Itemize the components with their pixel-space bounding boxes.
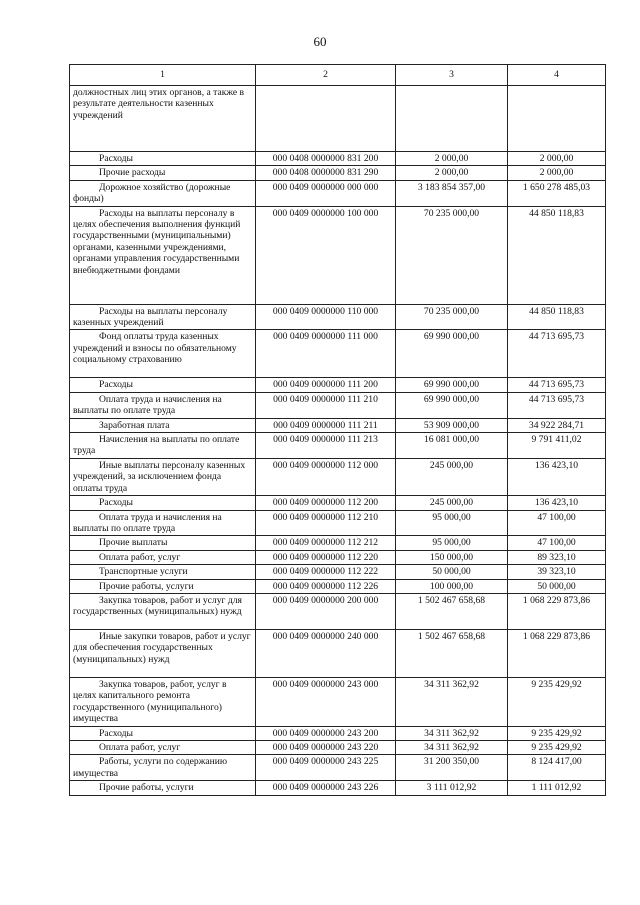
row-executed-value-cell: 136 423,10 — [508, 496, 606, 510]
table-row — [70, 726, 606, 740]
row-planned-value-cell: 2 000,00 — [396, 152, 508, 166]
table-row — [70, 740, 606, 754]
table-row — [70, 755, 606, 781]
row-code-cell: 000 0409 0000000 112 200 — [256, 496, 396, 510]
row-planned-value-cell: 70 235 000,00 — [396, 304, 508, 330]
table-row — [70, 677, 606, 726]
row-code-cell: 000 0409 0000000 000 000 — [256, 180, 396, 206]
row-name-cell: Оплата работ, услуг — [70, 740, 256, 754]
row-planned-value-cell: 34 311 362,92 — [396, 740, 508, 754]
row-name-cell: Фонд оплаты труда казенных учреждений и взносы по обязательному социальному страхованию — [70, 330, 256, 378]
row-executed-value-cell: 44 850 118,83 — [508, 304, 606, 330]
row-planned-value-cell: 69 990 000,00 — [396, 392, 508, 418]
row-executed-value-cell: 1 111 012,92 — [508, 781, 606, 795]
row-executed-value-cell: 44 713 695,73 — [508, 378, 606, 392]
row-planned-value-cell: 95 000,00 — [396, 536, 508, 550]
row-name-cell: Закупка товаров, работ, услуг в целях капитального ремонта государственного (муниципального) имущества — [70, 677, 256, 726]
row-executed-value-cell: 9 791 411,02 — [508, 433, 606, 459]
row-executed-value-cell: 9 235 429,92 — [508, 677, 606, 726]
row-code-cell: 000 0409 0000000 111 210 — [256, 392, 396, 418]
row-executed-value-cell: 9 235 429,92 — [508, 740, 606, 754]
row-code-cell: 000 0409 0000000 100 000 — [256, 206, 396, 304]
row-planned-value-cell: 95 000,00 — [396, 510, 508, 536]
row-code-cell: 000 0409 0000000 111 000 — [256, 330, 396, 378]
row-code-cell: 000 0408 0000000 831 290 — [256, 166, 396, 180]
table-row — [70, 550, 606, 564]
row-code-cell — [256, 86, 396, 152]
row-name-cell: Иные закупки товаров, работ и услуг для обеспечения государственных (муниципальных) нужд — [70, 629, 256, 677]
row-code-cell: 000 0409 0000000 200 000 — [256, 593, 396, 629]
table-row — [70, 510, 606, 536]
budget-table — [69, 64, 606, 796]
row-planned-value-cell: 53 909 000,00 — [396, 418, 508, 432]
row-code-cell: 000 0409 0000000 112 212 — [256, 536, 396, 550]
row-executed-value-cell: 34 922 284,71 — [508, 418, 606, 432]
column-header-4: 4 — [508, 65, 606, 86]
table-row — [70, 781, 606, 795]
row-name-cell: Оплата труда и начисления на выплаты по оплате труда — [70, 392, 256, 418]
table-row — [70, 86, 606, 152]
row-code-cell: 000 0409 0000000 112 220 — [256, 550, 396, 564]
table-row — [70, 166, 606, 180]
table-row — [70, 579, 606, 593]
table-row — [70, 458, 606, 495]
row-code-cell: 000 0409 0000000 243 226 — [256, 781, 396, 795]
row-code-cell: 000 0409 0000000 111 211 — [256, 418, 396, 432]
row-name-cell: Заработная плата — [70, 418, 256, 432]
column-header-3: 3 — [396, 65, 508, 86]
row-executed-value-cell: 39 323,10 — [508, 565, 606, 579]
row-planned-value-cell: 34 311 362,92 — [396, 726, 508, 740]
row-planned-value-cell: 100 000,00 — [396, 579, 508, 593]
row-planned-value-cell: 31 200 350,00 — [396, 755, 508, 781]
row-name-cell: Расходы на выплаты персоналу в целях обеспечения выполнения функций государственными (муниципальными) органами, казенными учреждениями, органами управления государственными внебюджетными фондами — [70, 206, 256, 304]
table-row — [70, 593, 606, 629]
table-row — [70, 180, 606, 206]
table-row — [70, 330, 606, 378]
row-code-cell: 000 0409 0000000 112 226 — [256, 579, 396, 593]
row-code-cell: 000 0409 0000000 111 213 — [256, 433, 396, 459]
row-name-cell: Начисления на выплаты по оплате труда — [70, 433, 256, 459]
row-name-cell: Расходы — [70, 378, 256, 392]
row-executed-value-cell: 1 068 229 873,86 — [508, 593, 606, 629]
row-planned-value-cell: 245 000,00 — [396, 496, 508, 510]
row-executed-value-cell: 2 000,00 — [508, 166, 606, 180]
row-code-cell: 000 0409 0000000 112 210 — [256, 510, 396, 536]
row-executed-value-cell: 47 100,00 — [508, 536, 606, 550]
page-number: 60 — [313, 34, 327, 49]
row-executed-value-cell: 47 100,00 — [508, 510, 606, 536]
row-code-cell: 000 0409 0000000 243 200 — [256, 726, 396, 740]
row-planned-value-cell: 1 502 467 658,68 — [396, 593, 508, 629]
table-row — [70, 392, 606, 418]
row-code-cell: 000 0409 0000000 112 000 — [256, 458, 396, 495]
row-executed-value-cell: 136 423,10 — [508, 458, 606, 495]
row-executed-value-cell: 89 323,10 — [508, 550, 606, 564]
table-row — [70, 433, 606, 459]
row-name-cell: Работы, услуги по содержанию имущества — [70, 755, 256, 781]
row-code-cell: 000 0409 0000000 111 200 — [256, 378, 396, 392]
row-name-cell: Прочие работы, услуги — [70, 781, 256, 795]
row-name-cell: Прочие работы, услуги — [70, 579, 256, 593]
row-executed-value-cell: 1 650 278 485,03 — [508, 180, 606, 206]
row-executed-value-cell: 44 713 695,73 — [508, 392, 606, 418]
row-planned-value-cell: 69 990 000,00 — [396, 378, 508, 392]
row-code-cell: 000 0409 0000000 112 222 — [256, 565, 396, 579]
row-executed-value-cell: 1 068 229 873,86 — [508, 629, 606, 677]
row-name-cell: Прочие расходы — [70, 166, 256, 180]
row-name-cell: Расходы — [70, 496, 256, 510]
row-planned-value-cell: 3 183 854 357,00 — [396, 180, 508, 206]
row-executed-value-cell: 44 850 118,83 — [508, 206, 606, 304]
column-header-2: 2 — [256, 65, 396, 86]
row-executed-value-cell: 44 713 695,73 — [508, 330, 606, 378]
row-code-cell: 000 0409 0000000 110 000 — [256, 304, 396, 330]
table-body — [70, 86, 606, 796]
row-name-cell: Расходы — [70, 152, 256, 166]
table-row — [70, 496, 606, 510]
row-name-cell: Транспортные услуги — [70, 565, 256, 579]
row-name-cell: Прочие выплаты — [70, 536, 256, 550]
row-code-cell: 000 0409 0000000 243 000 — [256, 677, 396, 726]
row-executed-value-cell: 8 124 417,00 — [508, 755, 606, 781]
row-planned-value-cell: 3 111 012,92 — [396, 781, 508, 795]
row-planned-value-cell: 16 081 000,00 — [396, 433, 508, 459]
row-planned-value-cell: 245 000,00 — [396, 458, 508, 495]
row-planned-value-cell: 50 000,00 — [396, 565, 508, 579]
table-row — [70, 304, 606, 330]
row-executed-value-cell: 50 000,00 — [508, 579, 606, 593]
row-code-cell: 000 0409 0000000 243 220 — [256, 740, 396, 754]
row-planned-value-cell: 69 990 000,00 — [396, 330, 508, 378]
row-planned-value-cell: 70 235 000,00 — [396, 206, 508, 304]
row-planned-value-cell — [396, 86, 508, 152]
row-name-cell: Оплата работ, услуг — [70, 550, 256, 564]
row-name-cell: Дорожное хозяйство (дорожные фонды) — [70, 180, 256, 206]
table-row — [70, 629, 606, 677]
table-row — [70, 152, 606, 166]
row-name-cell: Расходы на выплаты персоналу казенных учреждений — [70, 304, 256, 330]
column-header-1: 1 — [70, 65, 256, 86]
row-planned-value-cell: 1 502 467 658,68 — [396, 629, 508, 677]
row-planned-value-cell: 2 000,00 — [396, 166, 508, 180]
table-row — [70, 418, 606, 432]
row-planned-value-cell: 150 000,00 — [396, 550, 508, 564]
row-name-cell: должностных лиц этих органов, а также в результате деятельности казенных учреждений — [70, 86, 256, 152]
row-code-cell: 000 0409 0000000 243 225 — [256, 755, 396, 781]
row-name-cell: Расходы — [70, 726, 256, 740]
row-code-cell: 000 0409 0000000 240 000 — [256, 629, 396, 677]
row-executed-value-cell — [508, 86, 606, 152]
row-executed-value-cell: 2 000,00 — [508, 152, 606, 166]
table-row — [70, 378, 606, 392]
row-executed-value-cell: 9 235 429,92 — [508, 726, 606, 740]
table-row — [70, 536, 606, 550]
row-name-cell: Иные выплаты персоналу казенных учреждений, за исключением фонда оплаты труда — [70, 458, 256, 495]
row-code-cell: 000 0408 0000000 831 200 — [256, 152, 396, 166]
row-planned-value-cell: 34 311 362,92 — [396, 677, 508, 726]
row-name-cell: Оплата труда и начисления на выплаты по оплате труда — [70, 510, 256, 536]
table-row — [70, 565, 606, 579]
table-row — [70, 206, 606, 304]
row-name-cell: Закупка товаров, работ и услуг для государственных (муниципальных) нужд — [70, 593, 256, 629]
table-header-row — [70, 65, 606, 86]
